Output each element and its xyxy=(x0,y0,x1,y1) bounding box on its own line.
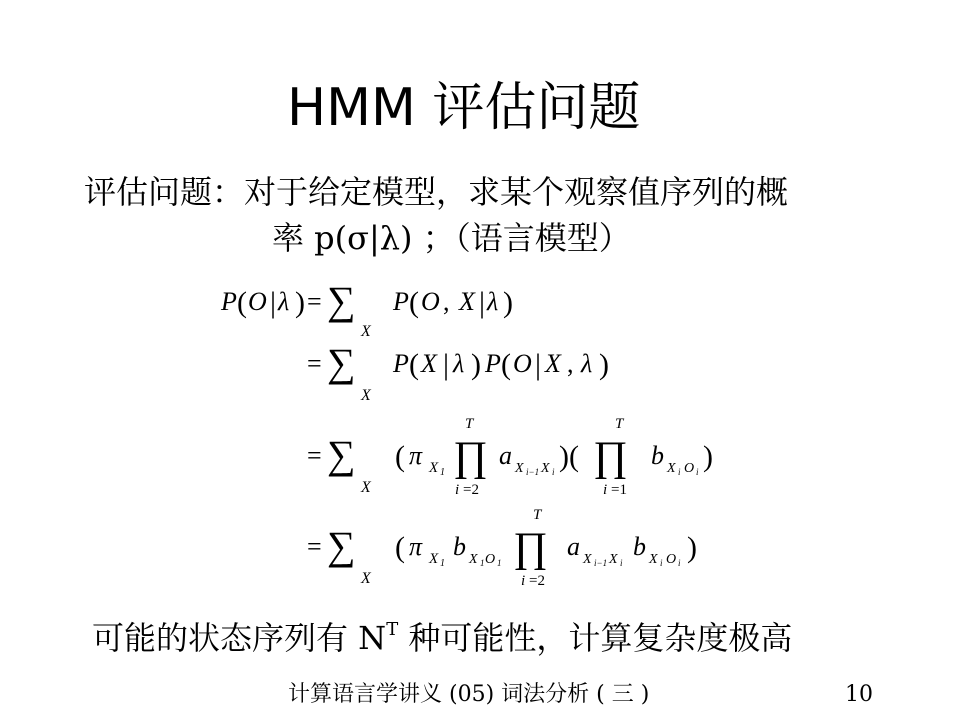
svg-text:O: O xyxy=(513,349,532,378)
svg-text:π: π xyxy=(409,532,423,561)
svg-text:=: = xyxy=(307,532,322,561)
svg-text:i: i xyxy=(678,467,681,477)
svg-text:i: i xyxy=(603,482,608,498)
svg-text:λ: λ xyxy=(487,287,499,316)
svg-text:=2: =2 xyxy=(529,573,545,589)
svg-text:|: | xyxy=(535,348,542,381)
conclusion-superscript: T xyxy=(386,619,399,641)
svg-text:P: P xyxy=(393,349,409,378)
svg-text:(: ( xyxy=(501,348,511,381)
svg-text:∏: ∏ xyxy=(593,434,628,480)
svg-text:i: i xyxy=(521,573,526,589)
svg-text:X: X xyxy=(361,323,371,340)
svg-text:1: 1 xyxy=(440,558,445,569)
svg-text:): ) xyxy=(687,531,697,564)
svg-text:X: X xyxy=(649,552,658,567)
svg-text:i−1: i−1 xyxy=(594,558,608,568)
svg-text:i: i xyxy=(455,482,460,498)
svg-text:X: X xyxy=(421,349,437,378)
svg-text:b: b xyxy=(633,532,646,561)
page-number: 10 xyxy=(845,682,873,707)
svg-text:b: b xyxy=(453,532,466,561)
svg-text:|: | xyxy=(443,348,450,381)
svg-text:O: O xyxy=(684,461,695,476)
svg-text:1: 1 xyxy=(440,467,445,478)
svg-text:X: X xyxy=(361,570,371,587)
svg-text:X: X xyxy=(459,287,475,316)
svg-text:=1: =1 xyxy=(611,482,627,498)
svg-text:X: X xyxy=(515,461,524,476)
formula-line-1 xyxy=(220,278,513,340)
svg-text:∑: ∑ xyxy=(327,340,356,385)
svg-text:(: ( xyxy=(409,286,419,319)
svg-text:i: i xyxy=(620,558,623,568)
formula-line-2 xyxy=(307,340,609,404)
svg-text:a: a xyxy=(499,441,512,470)
svg-text:λ: λ xyxy=(581,349,593,378)
svg-text:)(: )( xyxy=(559,440,579,473)
svg-text:T: T xyxy=(533,507,542,523)
svg-text:O: O xyxy=(485,552,496,567)
svg-text:): ) xyxy=(471,348,481,381)
svg-text:X: X xyxy=(361,479,371,496)
svg-text:X: X xyxy=(609,552,618,567)
svg-text:(: ( xyxy=(395,440,405,473)
conclusion-suffix: 种可能性，计算复杂度极高 xyxy=(398,619,793,657)
svg-text:1: 1 xyxy=(480,558,485,568)
svg-text:∑: ∑ xyxy=(327,278,356,323)
svg-text:(: ( xyxy=(409,348,419,381)
svg-text:∑: ∑ xyxy=(327,432,356,477)
svg-text:a: a xyxy=(567,532,580,561)
svg-text:(: ( xyxy=(395,531,405,564)
svg-text:): ) xyxy=(599,348,609,381)
conclusion-text xyxy=(92,619,793,657)
conclusion-prefix: 可能的状态序列有 N xyxy=(92,619,387,657)
svg-text:T: T xyxy=(615,416,624,432)
intro-text-line1: 评估问题：对于给定模型，求某个观察值序列的概 xyxy=(84,173,789,211)
svg-text:X: X xyxy=(429,460,439,476)
svg-text:=2: =2 xyxy=(463,482,479,498)
svg-text:∏: ∏ xyxy=(513,525,548,571)
svg-text:b: b xyxy=(651,441,664,470)
svg-text:X: X xyxy=(583,552,592,567)
svg-text:O: O xyxy=(248,287,267,316)
svg-text:): ) xyxy=(503,286,513,319)
formula-line-4 xyxy=(307,507,697,589)
svg-text:|: | xyxy=(479,286,486,319)
intro-text-line2: 率 p(σ|λ) ；（语言模型） xyxy=(272,219,631,257)
svg-text:i−1: i−1 xyxy=(526,467,540,477)
svg-text:,: , xyxy=(443,287,450,316)
svg-text:P: P xyxy=(221,287,237,316)
svg-text:i: i xyxy=(696,467,699,477)
svg-text:π: π xyxy=(409,441,423,470)
formula-line-3 xyxy=(307,416,713,498)
svg-text:X: X xyxy=(541,461,550,476)
svg-text:T: T xyxy=(465,416,474,432)
svg-text:=: = xyxy=(307,287,322,316)
svg-text:P: P xyxy=(485,349,501,378)
svg-text:=: = xyxy=(307,349,322,378)
svg-text:|: | xyxy=(270,286,277,319)
svg-text:X: X xyxy=(469,552,478,567)
svg-text:∑: ∑ xyxy=(327,523,356,568)
svg-text:O: O xyxy=(421,287,440,316)
svg-text:i: i xyxy=(678,558,681,568)
svg-text:(: ( xyxy=(237,286,247,319)
svg-text:=: = xyxy=(307,441,322,470)
svg-text:∏: ∏ xyxy=(453,434,488,480)
svg-text:): ) xyxy=(295,286,305,319)
svg-text:X: X xyxy=(429,551,439,567)
slide-footer: 计算语言学讲义 (05) 词法分析 ( 三 ) xyxy=(288,682,650,707)
svg-text:λ: λ xyxy=(278,287,290,316)
svg-text:X: X xyxy=(545,349,561,378)
svg-text:X: X xyxy=(667,461,676,476)
svg-text:i: i xyxy=(660,558,663,568)
svg-text:O: O xyxy=(666,552,677,567)
svg-text:X: X xyxy=(361,387,371,404)
svg-text:,: , xyxy=(567,349,574,378)
svg-text:P: P xyxy=(393,287,409,316)
svg-text:): ) xyxy=(703,440,713,473)
svg-text:λ: λ xyxy=(453,349,465,378)
svg-text:1: 1 xyxy=(497,558,502,568)
evaluation-formula xyxy=(215,272,735,602)
svg-text:i: i xyxy=(552,467,555,477)
slide-title: HMM 评估问题 xyxy=(287,78,641,138)
